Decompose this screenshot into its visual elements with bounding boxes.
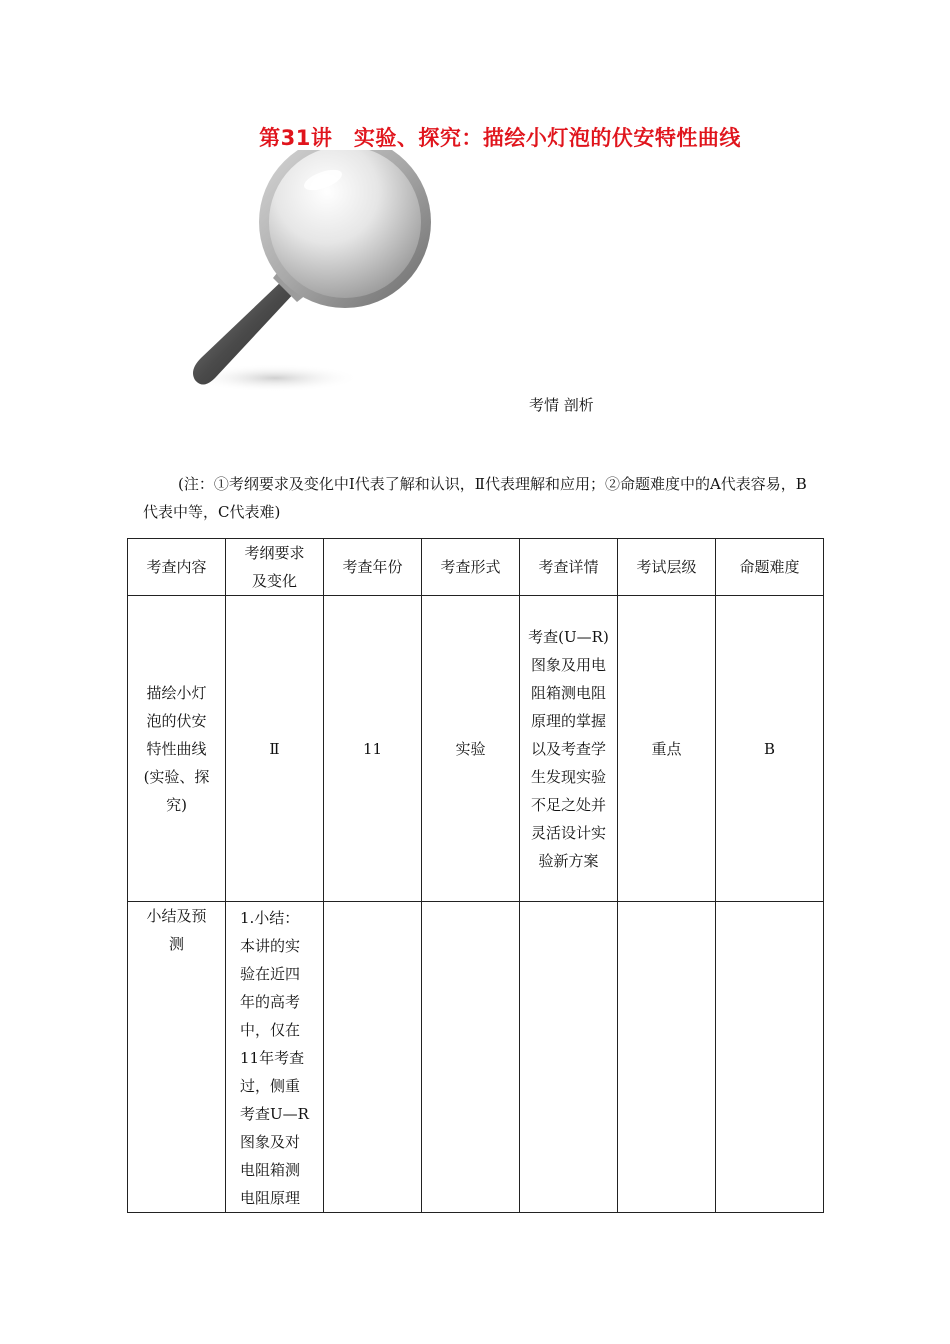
empty-cell xyxy=(716,902,824,1213)
form-cell: 实验 xyxy=(422,596,520,902)
header-cell: 考查年份 xyxy=(324,539,422,596)
table-row xyxy=(128,596,824,902)
header-cell: 考查形式 xyxy=(422,539,520,596)
empty-cell xyxy=(422,902,520,1213)
magnifying-glass-icon xyxy=(185,150,445,400)
header-cell: 考试层级 xyxy=(618,539,716,596)
table-header-row xyxy=(128,539,824,596)
empty-cell xyxy=(324,902,422,1213)
header-cell: 考查内容 xyxy=(128,539,226,596)
empty-cell xyxy=(618,902,716,1213)
empty-cell xyxy=(520,902,618,1213)
page-title: 第31讲 实验、探究：描绘小灯泡的伏安特性曲线 xyxy=(259,126,741,150)
note-paragraph: (注：①考纲要求及变化中Ⅰ代表了解和认识，Ⅱ代表理解和应用；②命题难度中的A代表容易，B代表中等，C代表难) xyxy=(143,475,807,521)
details-cell: 考查(U—R)图象及用电阻箱测电阻原理的掌握以及考查学生发现实验不足之处并灵活设计实验新方案 xyxy=(520,596,618,902)
header-cell: 命题难度 xyxy=(716,539,824,596)
section-label: 考情 剖析 xyxy=(529,396,594,414)
summary-label-cell: 小结及预测 xyxy=(128,902,226,1213)
exam-analysis-table xyxy=(127,538,824,1213)
content-cell: 描绘小灯泡的伏安特性曲线(实验、探究) xyxy=(128,596,226,902)
requirement-cell: Ⅱ xyxy=(226,596,324,902)
table-row xyxy=(128,902,824,1213)
difficulty-cell: B xyxy=(716,596,824,902)
level-cell: 重点 xyxy=(618,596,716,902)
summary-text-cell: 1.小结：本讲的实验在近四年的高考中，仅在11年考查过，侧重考查U—R图象及对电阻箱测电阻原理 xyxy=(226,902,324,1213)
year-cell: 11 xyxy=(324,596,422,902)
header-cell: 考纲要求及变化 xyxy=(226,539,324,596)
header-cell: 考查详情 xyxy=(520,539,618,596)
